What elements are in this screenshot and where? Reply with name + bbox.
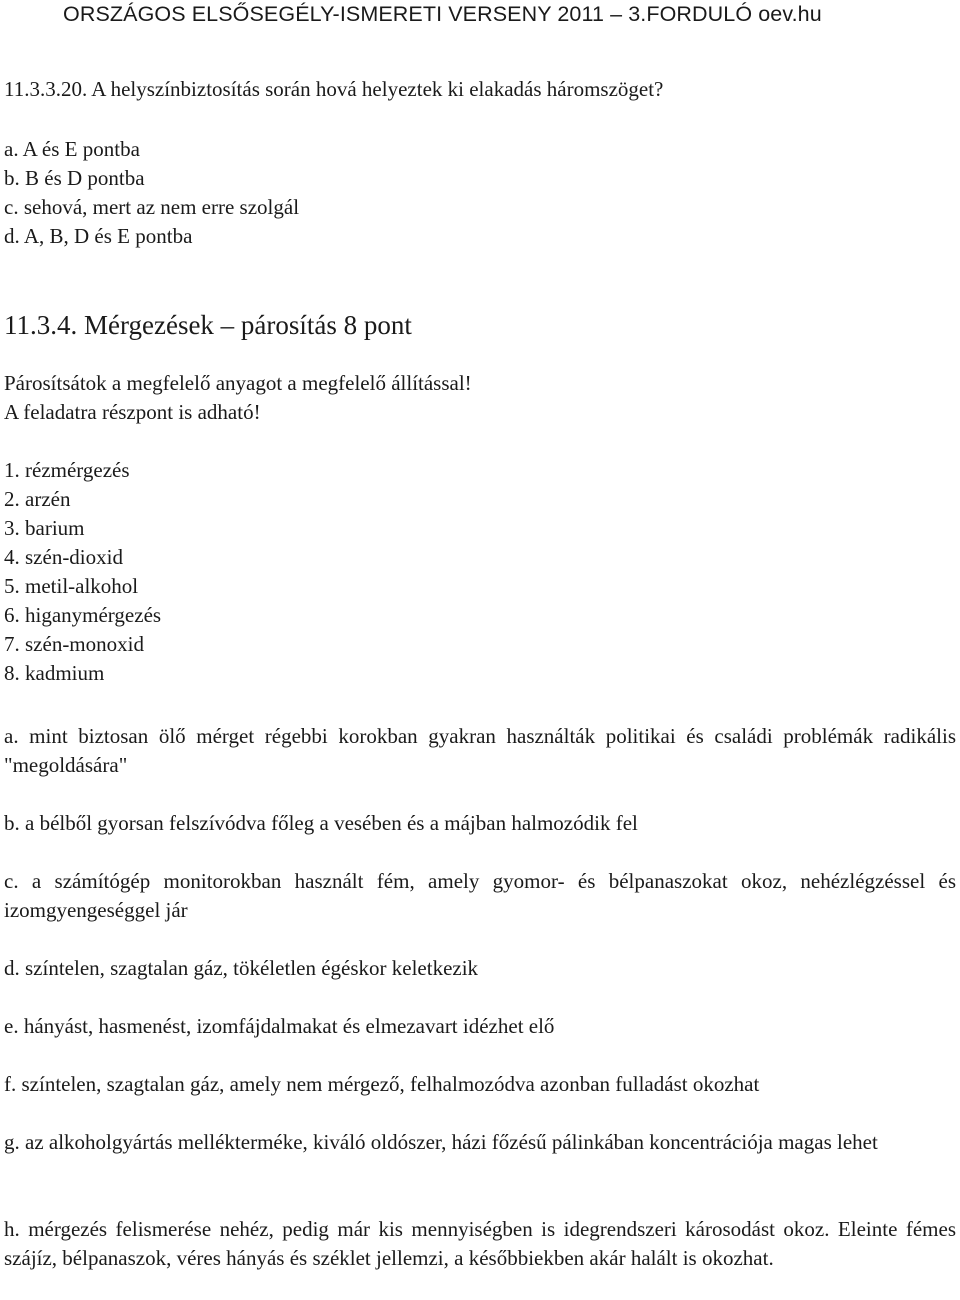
statement-item: f. színtelen, szagtalan gáz, amely nem mérgező, felhalmozódva azonban fulladást okozhat: [4, 1072, 760, 1096]
substance-item: 6. higanymérgezés: [4, 603, 162, 627]
statement-item: c. a számítógép monitorokban használt fém, amely gyomor- és bélpanaszokat okoz, nehézlégzéssel és izomgyengeséggel jár: [4, 869, 956, 922]
substance-item: 8. kadmium: [4, 661, 105, 685]
statement-item: h. mérgezés felismerése nehéz, pedig már kis mennyiségben is idegrendszeri károsodást okoz. Eleinte fémes szájíz, bélpanaszok, véres hányás és széklet jellemzi, a későbbiekben akár halált is okozhat.: [4, 1217, 956, 1270]
statement-item: d. színtelen, szagtalan gáz, tökéletlen égéskor keletkezik: [4, 956, 479, 980]
substance-item: 3. barium: [4, 516, 85, 540]
answer-option-c: c. sehová, mert az nem erre szolgál: [4, 195, 300, 219]
instruction-line: Párosítsátok a megfelelő anyagot a megfelelő állítással!: [4, 371, 472, 395]
substance-item: 2. arzén: [4, 487, 71, 511]
substance-item: 1. rézmérgezés: [4, 458, 130, 482]
question-text: 11.3.3.20. A helyszínbiztosítás során hová helyeztek ki elakadás háromszöget?: [4, 77, 664, 101]
section-title: 11.3.4. Mérgezések – párosítás 8 pont: [4, 310, 412, 340]
statement-item: a. mint biztosan ölő mérget régebbi korokban gyakran használták politikai és családi problémák radikális "megoldására": [4, 724, 956, 777]
answer-option-d: d. A, B, D és E pontba: [4, 224, 193, 248]
substance-item: 7. szén-monoxid: [4, 632, 144, 656]
answer-option-b: b. B és D pontba: [4, 166, 145, 190]
substance-item: 4. szén-dioxid: [4, 545, 123, 569]
page-header: ORSZÁGOS ELSŐSEGÉLY-ISMERETI VERSENY 2011 – 3.FORDULÓ oev.hu: [63, 2, 822, 26]
statement-item: e. hányást, hasmenést, izomfájdalmakat és elmezavart idézhet elő: [4, 1014, 555, 1038]
instruction-line: A feladatra részpont is adható!: [4, 400, 261, 424]
answer-option-a: a. A és E pontba: [4, 137, 140, 161]
statement-item: g. az alkoholgyártás mellékterméke, kiváló oldószer, házi főzésű pálinkában koncentrációja magas lehet: [4, 1130, 878, 1154]
statement-item: b. a bélből gyorsan felszívódva főleg a vesében és a májban halmozódik fel: [4, 811, 638, 835]
substance-item: 5. metil-alkohol: [4, 574, 139, 598]
